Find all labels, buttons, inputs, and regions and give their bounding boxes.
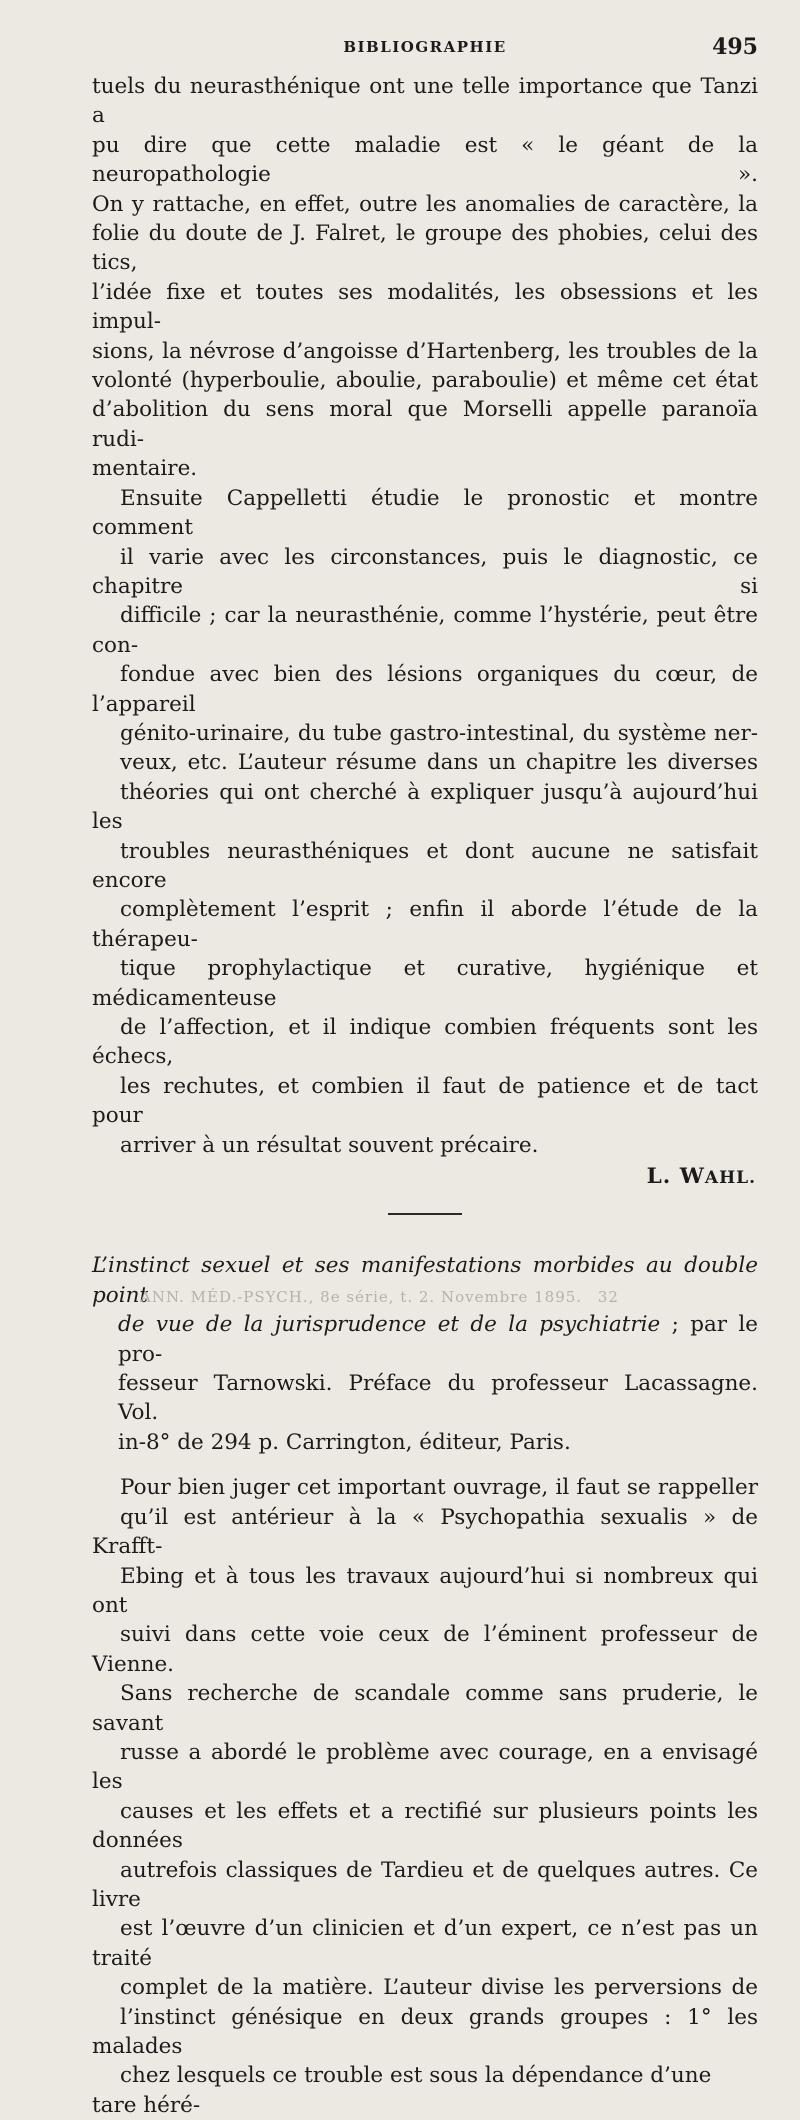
text-line: complètement l’esprit ; enfin il aborde l’étude de la thérapeu- (92, 897, 758, 952)
text-line: l’instinct génésique en deux grands groupes : 1° les malades (92, 2004, 758, 2059)
signature-initial: L. W (646, 1164, 705, 1190)
text-line: Pour bien juger cet important ouvrage, il faut se rappeller (120, 1475, 758, 1501)
text-line: troubles neurasthéniques et dont aucune ne satisfait encore (92, 838, 758, 893)
text-line: Sans recherche de scandale comme sans pruderie, le savant (92, 1681, 758, 1736)
text-line: théories qui ont cherché à expliquer jusqu’à aujourd’hui les (92, 779, 758, 835)
text-line: sions, la névrose d’angoisse d’Hartenberg, les troubles de la (92, 338, 758, 364)
text-line: complet de la matière. L’auteur divise les perversions de (120, 1975, 758, 2001)
text-line: l’idée fixe et toutes ses modalités, les obsessions et les impul- (92, 279, 758, 335)
bibliographic-reference (92, 1251, 758, 1457)
text-line: fondue avec bien des lésions organiques du cœur, de l’appareil (92, 662, 758, 717)
text-line: On y rattache, en effet, outre les anomalies de caractère, la (92, 191, 758, 217)
text-line: chez lesquels ce trouble est sous la dépendance d’une tare héré- (92, 2063, 712, 2118)
reviewer-signature (92, 1162, 758, 1193)
spacer (92, 1457, 758, 1473)
journal-signature: ANN. MÉD.-PSYCH., 8e série, t. 2. Novembre 1895. (140, 1288, 583, 1306)
body-text (92, 72, 758, 2120)
text-line: est l’œuvre d’un clinicien et d’un expert, ce n’est pas un traité (92, 1916, 758, 1971)
page-footer (140, 1288, 629, 1306)
text-line: Ebing et à tous les travaux aujourd’hui si nombreux qui ont (92, 1563, 758, 1618)
text-line: suivi dans cette voie ceux de l’éminent professeur de Vienne. (92, 1622, 758, 1677)
signature-smallcaps: AHL. (704, 1168, 756, 1189)
text-line: tique prophylactique et curative, hygiénique et médicamenteuse (92, 956, 758, 1011)
review1-continuation (92, 72, 758, 1193)
text-line: arriver à un résultat souvent précaire. (120, 1132, 539, 1158)
text-line: d’abolition du sens moral que Morselli appelle paranoïa rudi- (92, 397, 758, 452)
text-line: génito-urinaire, du tube gastro-intestinal, du système ner- (120, 720, 758, 746)
text-line: tuels du neurasthénique ont une telle importance que Tanzi a (92, 74, 758, 129)
book-title-italic: de vue de la jurisprudence et de la psychiatrie (118, 1312, 661, 1338)
section-divider (388, 1213, 462, 1215)
text-line: volonté (hyperboulie, aboulie, paraboulie) et même cet état (92, 368, 758, 394)
review2 (92, 1251, 758, 2120)
paragraph-2 (92, 484, 758, 1160)
text-line: de l’affection, et il indique combien fréquents sont les échecs, (92, 1015, 758, 1070)
paragraph-1 (92, 72, 758, 484)
text-line: pu dire que cette maladie est « le géant de la neuropathologie ». (92, 132, 758, 188)
text-line: il varie avec les circonstances, puis le diagnostic, ce chapitre si (92, 544, 758, 599)
text-line: russe a abordé le problème avec courage, en a envisagé les (92, 1739, 758, 1795)
text-line: folie du doute de J. Falret, le groupe des phobies, celui des tics, (92, 221, 758, 276)
text-line: autrefois classiques de Tardieu et de quelques autres. Ce livre (92, 1857, 758, 1912)
book-publisher-line: in-8° de 294 p. Carrington, éditeur, Paris. (118, 1429, 571, 1455)
text-line: causes et les effets et a rectifié sur plusieurs points les données (92, 1798, 758, 1854)
text-line: mentaire. (92, 456, 198, 482)
text-line: qu’il est antérieur à la « Psychopathia sexualis » de Krafft- (92, 1504, 758, 1560)
book-title-rest: ; par le pro- (118, 1312, 758, 1367)
review2-paragraph (92, 1473, 758, 2120)
page-number: 495 (712, 34, 758, 60)
text-line: difficile ; car la neurasthénie, comme l’hystérie, peut être con- (92, 603, 758, 658)
book-author-line: fesseur Tarnowski. Préface du professeur Lacassagne. Vol. (118, 1371, 758, 1426)
signature-mark: 32 (597, 1288, 619, 1306)
running-head (92, 34, 758, 62)
text-line: les rechutes, et combien il faut de patience et de tact pour (92, 1073, 758, 1129)
running-title: BIBLIOGRAPHIE (343, 38, 507, 56)
text-line: Ensuite Cappelletti étudie le pronostic et montre comment (92, 485, 758, 541)
book-title-line: L’instinct sexuel et ses manifestations morbides au double point (92, 1253, 758, 1308)
book-title-line (118, 1310, 758, 1369)
text-line: veux, etc. L’auteur résume dans un chapitre les diverses (120, 750, 758, 776)
